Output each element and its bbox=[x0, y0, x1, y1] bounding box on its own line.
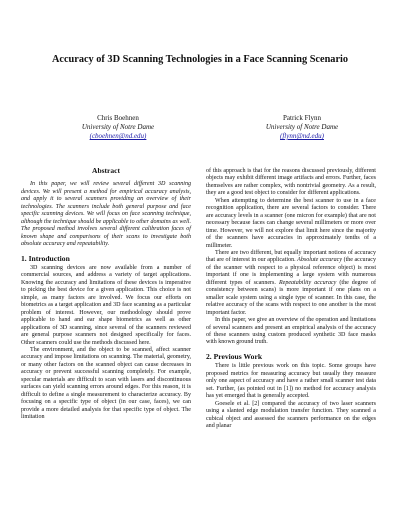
term-absolute-accuracy: Absolute accuracy bbox=[297, 257, 343, 264]
intro-paragraph-2: The environment, and the object to be scanned, affect scanner accuracy and impose limitations on scanning. The material, geometry, or many other factors on the scanned object can cause decreases in accuracy or prevent successful scanning completely. For example, specular materials are difficult to scan with lasers and discontinuous surfaces can yield scanning errors around edges. For this reason, it is difficult to define a single measurement to characterize accuracy. By focusing on a specific type of object (in our case, faces), we can provide a more detailed analysis for that specific type of object. The limitation bbox=[21, 346, 191, 421]
text-run: (the accuracy of the scanner with respect to a physical reference object) is most important if one is implementing a large system with numerous different types of scanners. bbox=[206, 257, 376, 286]
intro-paragraph-1: 3D scanning devices are now available from a number of commercial sources, and address a variety of target applications. Knowing the accuracy and limitations of these devices is imperative to picking the best device for a given application. This choice is not simple, as many factors are involved. We focus our efforts on biometrics as a target application and 3D face scanning as a particular problem of interest. However, our methodology should prove applicable to hand and ear shape biometrics as well as other applications of 3D scanning, since several of the scanners reviewed are general purpose scanners not designed specifically for faces. Other scanners could use the methods discussed here. bbox=[21, 264, 191, 346]
author-block-1 bbox=[38, 114, 198, 141]
author-name: Patrick Flynn bbox=[283, 114, 321, 122]
author-affiliation: University of Notre Dame bbox=[265, 123, 339, 131]
author-email bbox=[222, 132, 382, 141]
text-run: (the degree of consistency between scans) is more important if one plans on a smaller scale system using a single type of scanner. In this case, the relative accuracy of the scans with respect to one another is the most important factor. bbox=[206, 279, 376, 316]
paper-title: Accuracy of 3D Scanning Technologies in a Face Scanning Scenario bbox=[51, 54, 349, 65]
abstract-text: In this paper, we will review several different 3D scanning devices. We will present a method for empirical accuracy analysis, and apply it to several scanners providing an overview of their technologies. The scanners include both general purpose and face specific scanning devices. We will focus on face scanning technique, although the technique should be applicable to other domains as well. The proposed method involves several different calibration faces of known shape and comparisons of their scans to investigate both absolute accuracy and repeatability. bbox=[21, 181, 191, 248]
abstract-heading: Abstract bbox=[92, 166, 120, 175]
left-column bbox=[21, 167, 191, 422]
author-email-link[interactable]: (cboehnen@nd.edu) bbox=[89, 132, 147, 140]
intro-paragraph-5 bbox=[206, 250, 376, 317]
intro-paragraph-6: In this paper, we give an overview of the operation and limitations of several scanners and present an empirical analysis of the accuracy of these scanners using custom produced synthetic 3D face masks with known ground truth. bbox=[206, 317, 376, 346]
section-heading-introduction: 1. Introduction bbox=[21, 253, 70, 263]
intro-paragraph-3: of this approach is that for the reasons discussed previously, different objects may exhibit different image artifacts and errors. Further, faces themselves are rather complex, with nontrivial geometry. As a result, they are a good test object to consider for different applications. bbox=[206, 168, 376, 197]
intro-paragraph-4: When attempting to determine the best scanner to use in a face recognition application, there are several factors to consider. There are accuracy levels in a scanner (one micron for example) that are not necessary because faces can change several millimeters or more over time. However, we will not explore that limit here since the majority of the scanners have accuracies in approximately tenths of a millimeter. bbox=[206, 197, 376, 249]
previous-work-paragraph-1: There is little previous work on this topic. Some groups have proposed metrics for measuring accuracy but usually they measure only one aspect of accuracy and have a rather small scanner test data set. Further, (as pointed out in [1]) no method for accuracy analysis has yet emerged that is generally accepted. bbox=[206, 363, 376, 400]
section-heading-previous-work: 2. Previous Work bbox=[206, 351, 263, 361]
term-repeatability-accuracy: Repeatability accuracy bbox=[278, 279, 337, 286]
right-column bbox=[206, 168, 376, 430]
author-name: Chris Boehnen bbox=[97, 114, 139, 122]
author-affiliation: University of Notre Dame bbox=[81, 123, 155, 131]
author-email bbox=[38, 132, 198, 141]
author-email-link[interactable]: (flynn@nd.edu) bbox=[280, 132, 324, 140]
author-block-2 bbox=[222, 114, 382, 141]
text-run: There are two different, but equally important notions of accuracy that are of interest in our application. bbox=[206, 249, 376, 264]
previous-work-paragraph-2: Goesele et al. [2] compared the accuracy of two laser scanners using a slanted edge modulation transfer function. They scanned a cubical object and assessed the scanners performance on the edges and planar bbox=[206, 400, 376, 429]
